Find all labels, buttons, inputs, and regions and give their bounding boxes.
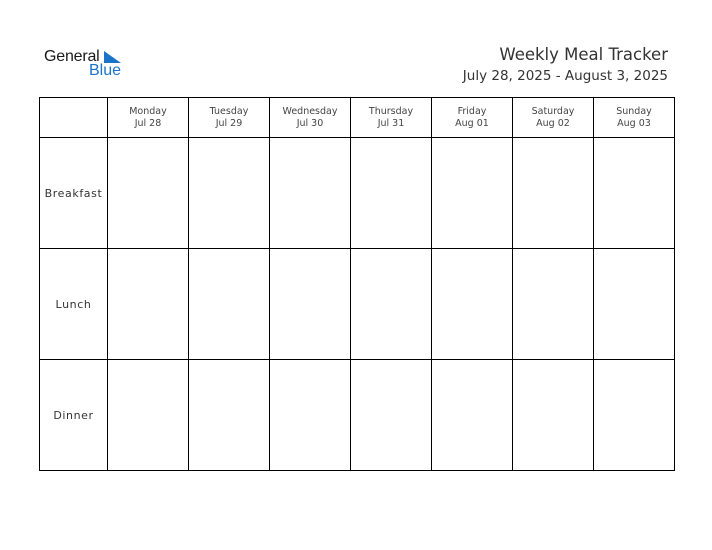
day-name: Saturday — [531, 105, 575, 117]
meal-tracker-table — [39, 97, 675, 471]
meal-cell-lunch-saturday[interactable] — [513, 249, 594, 360]
meal-cell-breakfast-wednesday[interactable] — [270, 138, 351, 249]
meal-cell-breakfast-thursday[interactable] — [351, 138, 432, 249]
table-row-lunch — [40, 249, 675, 360]
column-header-thursday — [351, 98, 432, 138]
day-date: Jul 31 — [377, 117, 405, 129]
meal-cell-dinner-thursday[interactable] — [351, 360, 432, 471]
meal-cell-dinner-tuesday[interactable] — [189, 360, 270, 471]
corner-cell — [40, 98, 108, 138]
table-row-breakfast — [40, 138, 675, 249]
logo — [44, 48, 134, 84]
column-header-wednesday — [270, 98, 351, 138]
meal-cell-dinner-wednesday[interactable] — [270, 360, 351, 471]
meal-cell-breakfast-monday[interactable] — [108, 138, 189, 249]
row-label-breakfast: Breakfast — [40, 138, 108, 249]
table-row-dinner — [40, 360, 675, 471]
day-name: Thursday — [368, 105, 414, 117]
meal-cell-dinner-sunday[interactable] — [594, 360, 675, 471]
day-date: Aug 03 — [617, 117, 651, 129]
logo-word-blue: Blue — [89, 62, 122, 79]
column-header-monday — [108, 98, 189, 138]
meal-cell-lunch-tuesday[interactable] — [189, 249, 270, 360]
meal-cell-lunch-friday[interactable] — [432, 249, 513, 360]
meal-cell-lunch-thursday[interactable] — [351, 249, 432, 360]
day-date: Jul 28 — [134, 117, 162, 129]
day-name: Tuesday — [209, 105, 249, 117]
day-name: Monday — [129, 105, 167, 117]
meal-cell-dinner-saturday[interactable] — [513, 360, 594, 471]
day-date: Aug 01 — [455, 117, 489, 129]
meal-cell-breakfast-tuesday[interactable] — [189, 138, 270, 249]
date-range: July 28, 2025 - August 3, 2025 — [462, 68, 668, 84]
meal-cell-lunch-sunday[interactable] — [594, 249, 675, 360]
column-header-saturday — [513, 98, 594, 138]
column-header-friday — [432, 98, 513, 138]
column-header-tuesday — [189, 98, 270, 138]
meal-cell-dinner-monday[interactable] — [108, 360, 189, 471]
header-row — [40, 98, 675, 138]
logo-word-general: General — [44, 48, 100, 65]
meal-cell-dinner-friday[interactable] — [432, 360, 513, 471]
day-date: Aug 02 — [536, 117, 570, 129]
day-name: Friday — [457, 105, 487, 117]
meal-cell-lunch-wednesday[interactable] — [270, 249, 351, 360]
row-label-lunch: Lunch — [40, 249, 108, 360]
column-header-sunday — [594, 98, 675, 138]
row-label-dinner: Dinner — [40, 360, 108, 471]
day-date: Jul 30 — [296, 117, 324, 129]
day-name: Wednesday — [282, 105, 338, 117]
meal-cell-breakfast-sunday[interactable] — [594, 138, 675, 249]
page-title: Weekly Meal Tracker — [499, 45, 668, 64]
meal-cell-breakfast-friday[interactable] — [432, 138, 513, 249]
day-date: Jul 29 — [215, 117, 243, 129]
meal-cell-lunch-monday[interactable] — [108, 249, 189, 360]
day-name: Sunday — [616, 105, 652, 117]
meal-cell-breakfast-saturday[interactable] — [513, 138, 594, 249]
